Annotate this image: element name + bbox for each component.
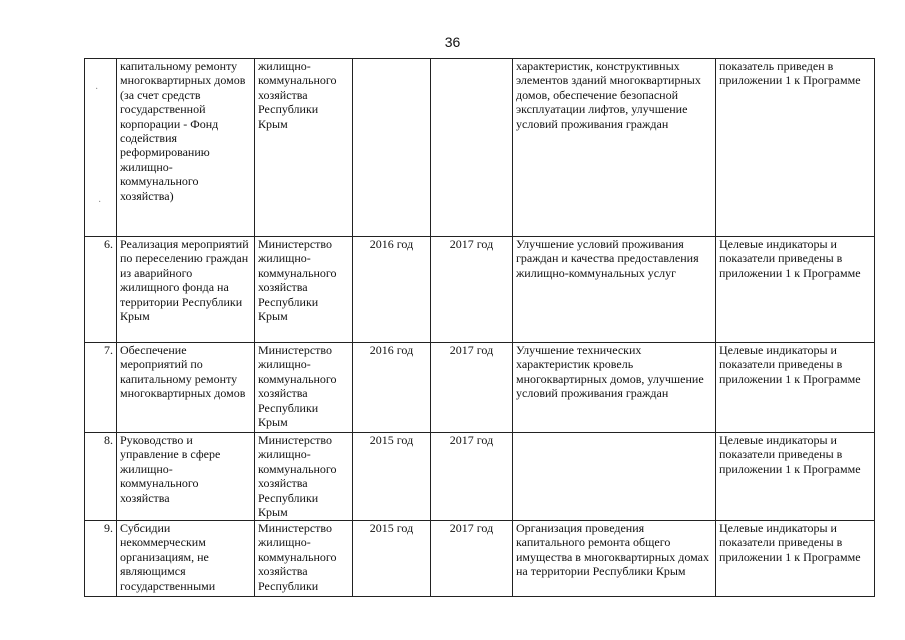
page-number: 36 <box>444 34 461 50</box>
result-cell: Улучшение условий проживания граждан и качества предоставления жилищно-коммунальных услуг <box>513 237 716 343</box>
start-year-cell: 2015 год <box>353 521 431 597</box>
row-number: 7. <box>85 343 117 433</box>
scan-speck: · <box>95 84 99 95</box>
row-number: 9. <box>85 521 117 597</box>
executor-cell: Министерство жилищно-коммунального хозяйства Республики Крым <box>255 343 353 433</box>
result-cell: Улучшение технических характеристик кровель многоквартирных домов, улучшение условий проживания граждан <box>513 343 716 433</box>
end-year-cell: 2017 год <box>431 343 513 433</box>
end-year-cell: 2017 год <box>431 433 513 521</box>
executor-cell: Министерство жилищно-коммунального хозяйства Республики Крым <box>255 433 353 521</box>
executor-cell: Министерство жилищно-коммунального хозяйства Республики <box>255 521 353 597</box>
indicators-cell: Целевые индикаторы и показатели приведены в приложении 1 к Программе <box>716 433 875 521</box>
executor-cell: жилищно-коммунального хозяйства Республики Крым <box>255 59 353 237</box>
measure-cell: капитальному ремонту многоквартирных домов (за счет средств государственной корпорации - Фонд содействия реформированию жилищно-коммунального хозяйства) <box>117 59 255 237</box>
result-cell: характеристик, конструктивных элементов зданий многоквартирных домов, обеспечение безопасной эксплуатации лифтов, улучшение условий проживания граждан <box>513 59 716 237</box>
start-year-cell: 2016 год <box>353 237 431 343</box>
indicators-cell: Целевые индикаторы и показатели приведены в приложении 1 к Программе <box>716 521 875 597</box>
row-number: 8. <box>85 433 117 521</box>
table-row <box>85 237 875 343</box>
table-row <box>85 343 875 433</box>
row-number: 6. <box>85 237 117 343</box>
measure-cell: Субсидии некоммерческим организациям, не являющимся государственными <box>117 521 255 597</box>
table-row <box>85 59 875 237</box>
result-cell: Организация проведения капитального ремонта общего имущества в многоквартирных домах на территории Республики Крым <box>513 521 716 597</box>
start-year-cell: 2015 год <box>353 433 431 521</box>
end-year-cell: 2017 год <box>431 237 513 343</box>
measure-cell: Обеспечение мероприятий по капитальному ремонту многоквартирных домов <box>117 343 255 433</box>
end-year-cell <box>431 59 513 237</box>
measures-table <box>84 58 875 597</box>
indicators-cell: Целевые индикаторы и показатели приведены в приложении 1 к Программе <box>716 343 875 433</box>
executor-cell: Министерство жилищно-коммунального хозяйства Республики Крым <box>255 237 353 343</box>
indicators-cell: Целевые индикаторы и показатели приведены в приложении 1 к Программе <box>716 237 875 343</box>
measure-cell: Руководство и управление в сфере жилищно-коммунального хозяйства <box>117 433 255 521</box>
start-year-cell <box>353 59 431 237</box>
start-year-cell: 2016 год <box>353 343 431 433</box>
table-row <box>85 433 875 521</box>
table-row <box>85 521 875 597</box>
result-cell <box>513 433 716 521</box>
indicators-cell: показатель приведен в приложении 1 к Программе <box>716 59 875 237</box>
end-year-cell: 2017 год <box>431 521 513 597</box>
row-number <box>85 59 117 237</box>
scan-speck: · <box>98 197 102 208</box>
measure-cell: Реализация мероприятий по переселению граждан из аварийного жилищного фонда на территории Республики Крым <box>117 237 255 343</box>
